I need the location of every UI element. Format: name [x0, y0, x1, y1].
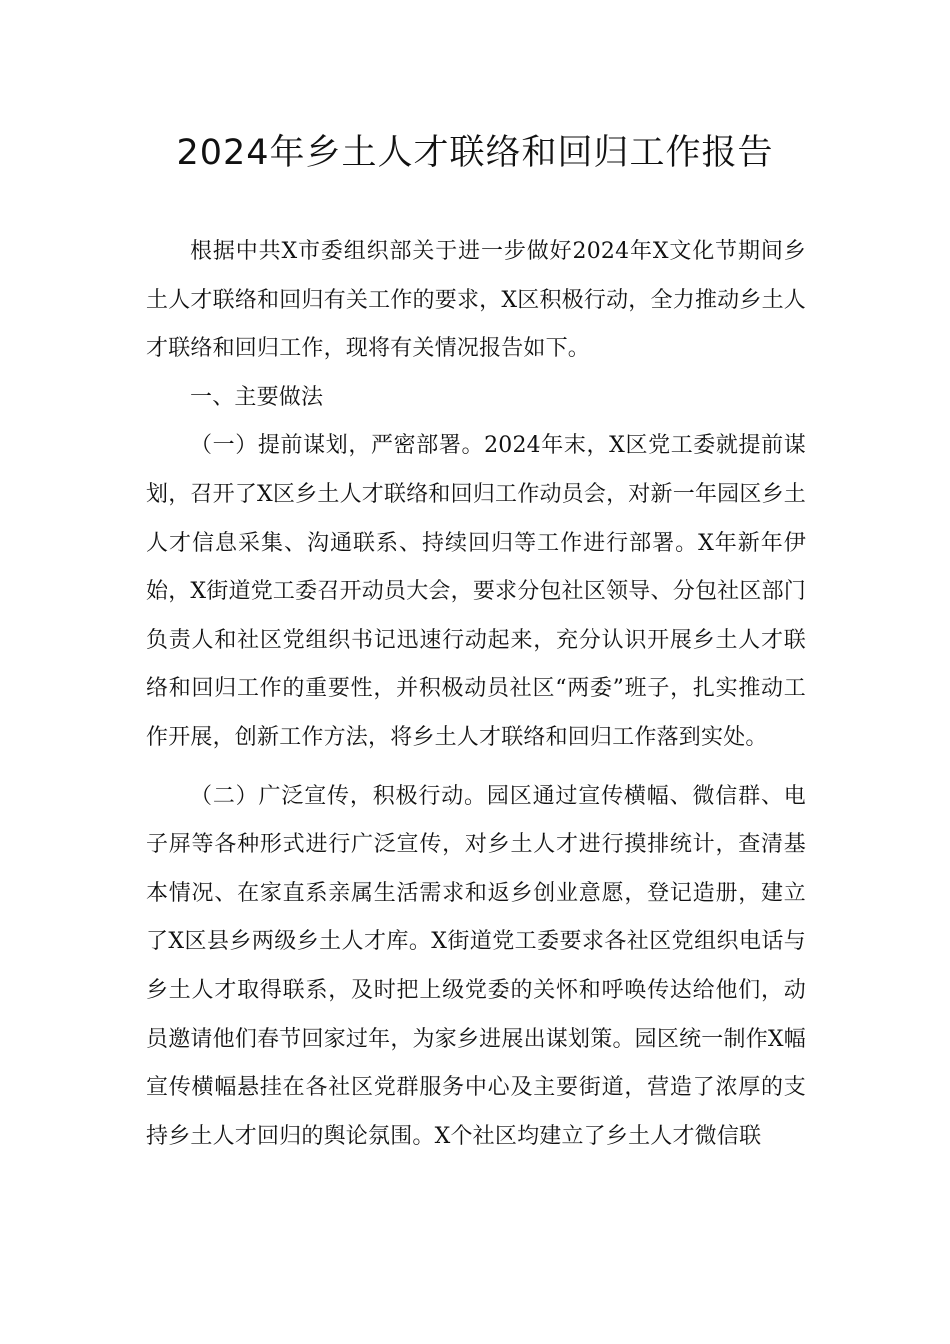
paragraph-planning: （一）提前谋划，严密部署。2024年末，X区党工委就提前谋划，召开了X区乡土人才联络和回归工作动员会，对新一年园区乡土人才信息采集、沟通联系、持续回归等工作进行部署。X年新年伊始，X街道党工委召开动员大会，要求分包社区领导、分包社区部门负责人和社区党组织书记迅速行动起来，充分认识开展乡土人才联络和回归工作的重要性，并积极动员社区“两委”班子，扎实推动工作开展，创新工作方法，将乡土人才联络和回归工作落到实处。 — [146, 433, 806, 750]
section-heading-main-practices: 一、主要做法 — [190, 384, 324, 410]
document-title: 2024年乡土人才联络和回归工作报告 — [176, 133, 774, 173]
document-body — [146, 228, 806, 1161]
paragraph-intro: 根据中共X市委组织部关于进一步做好2024年X文化节期间乡土人才联络和回归有关工作的要求，X区积极行动，全力推动乡土人才联络和回归工作，现将有关情况报告如下。 — [146, 239, 806, 362]
paragraph-publicity: （二）广泛宣传，积极行动。园区通过宣传横幅、微信群、电子屏等各种形式进行广泛宣传，对乡土人才进行摸排统计，查清基本情况、在家直系亲属生活需求和返乡创业意愿，登记造册，建立了X区县乡两级乡土人才库。X街道党工委要求各社区党组织电话与乡土人才取得联系，及时把上级党委的关怀和呼唤传达给他们，动员邀请他们春节回家过年，为家乡进展出谋划策。园区统一制作X幅宣传横幅悬挂在各社区党群服务中心及主要街道，营造了浓厚的支持乡土人才回归的舆论氛围。X个社区均建立了乡土人才微信联 — [146, 783, 806, 1149]
